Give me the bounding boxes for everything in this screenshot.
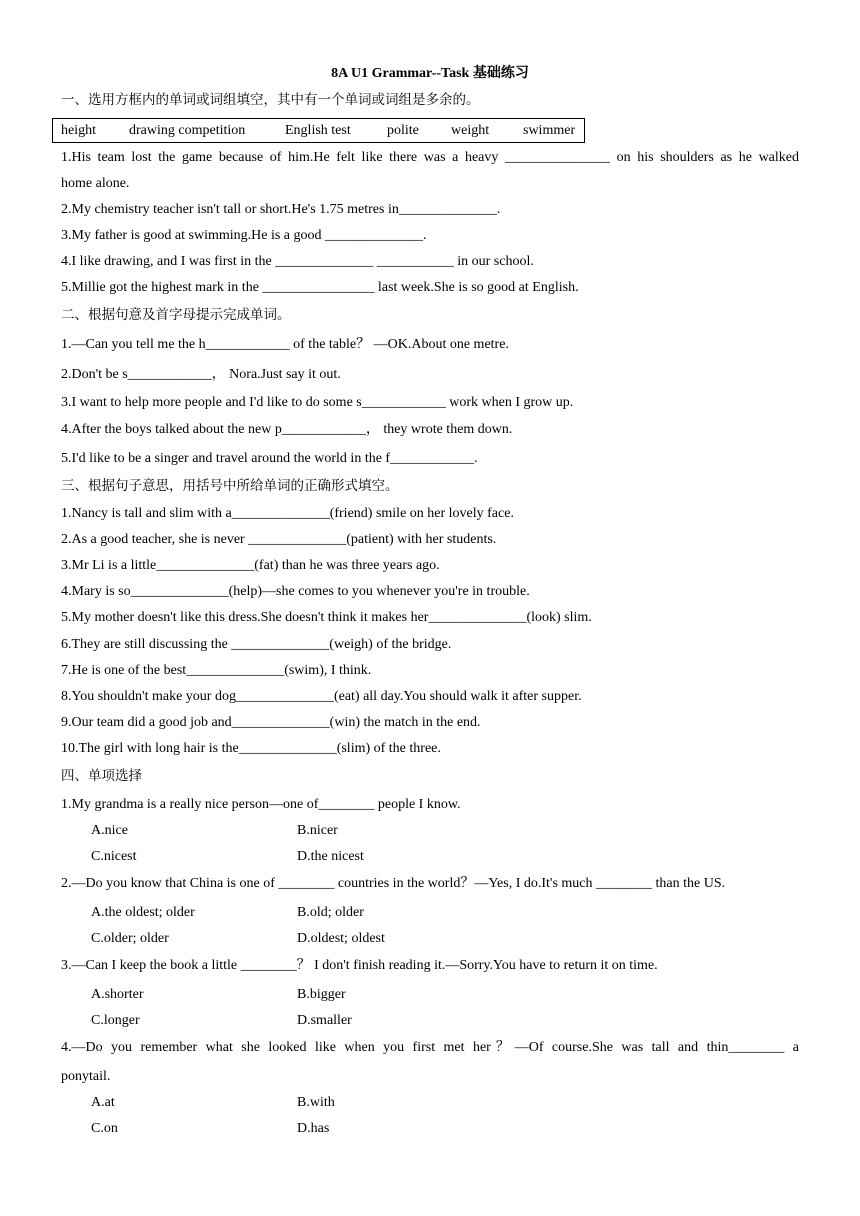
word-box-item: height <box>61 123 96 138</box>
s4-q4-option-a: A.at <box>91 1095 115 1110</box>
s4-q2-option-c: C.older; older <box>91 931 169 946</box>
s2-question-3: 3.I want to help more people and I'd like to do some s____________ work when I grow up. <box>61 395 574 410</box>
s4-q3-option-b: B.bigger <box>297 987 346 1002</box>
s1-question-4: 4.I like drawing, and I was first in the ______________ ___________ in our school. <box>61 254 534 269</box>
word-box-item: English test <box>285 123 351 138</box>
word-box-item: drawing competition <box>129 123 246 138</box>
s4-q3-option-c: C.longer <box>91 1013 140 1028</box>
s4-q1-option-a: A.nice <box>91 823 128 838</box>
s3-question-5: 5.My mother doesn't like this dress.She doesn't think it makes her______________(look) slim. <box>61 610 592 625</box>
section4-heading: 四、单项选择 <box>61 768 142 784</box>
s4-q1-option-b: B.nicer <box>297 823 338 838</box>
s2-question-1: 1.—Can you tell me the h____________ of the table？ —OK.About one metre. <box>61 337 509 352</box>
s2-question-4: 4.After the boys talked about the new p____________， they wrote them down. <box>61 422 513 437</box>
s4-q1-option-d: D.the nicest <box>297 849 364 864</box>
s4-q4-option-c: C.on <box>91 1121 118 1136</box>
s1-question-1-cont: home alone. <box>61 176 130 191</box>
s3-question-2: 2.As a good teacher, she is never ______________(patient) with her students. <box>61 532 497 547</box>
word-box-item: weight <box>451 123 490 138</box>
s3-question-6: 6.They are still discussing the ______________(weigh) of the bridge. <box>61 637 452 652</box>
word-box <box>52 118 585 143</box>
s1-question-1: 1.His team lost the game because of him.He felt like there was a heavy _______________ on his shoulders as he walked <box>61 150 799 165</box>
section1-heading: 一、选用方框内的单词或词组填空，其中有一个单词或词组是多余的。 <box>61 92 480 108</box>
s3-question-1: 1.Nancy is tall and slim with a______________(friend) smile on her lovely face. <box>61 506 514 521</box>
section2-heading: 二、根据句意及首字母提示完成单词。 <box>61 307 291 323</box>
word-box-item: polite <box>387 123 419 138</box>
s4-question-1: 1.My grandma is a really nice person—one of________ people I know. <box>61 797 461 812</box>
section3-heading: 三、根据句子意思，用括号中所给单词的正确形式填空。 <box>61 478 399 494</box>
s3-question-9: 9.Our team did a good job and______________(win) the match in the end. <box>61 715 481 730</box>
s3-question-3: 3.Mr Li is a little______________(fat) than he was three years ago. <box>61 558 440 573</box>
s4-question-2: 2.—Do you know that China is one of ________ countries in the world？—Yes, I do.It's much ________ than the US. <box>61 876 726 891</box>
s4-q2-option-d: D.oldest; oldest <box>297 931 385 946</box>
s4-q1-option-c: C.nicest <box>91 849 137 864</box>
s3-question-10: 10.The girl with long hair is the______________(slim) of the three. <box>61 741 441 756</box>
s1-question-3: 3.My father is good at swimming.He is a good ______________. <box>61 228 427 243</box>
s4-question-4-cont: ponytail. <box>61 1069 111 1084</box>
s2-question-5: 5.I'd like to be a singer and travel around the world in the f____________. <box>61 451 478 466</box>
s1-question-2: 2.My chemistry teacher isn't tall or short.He's 1.75 metres in______________. <box>61 202 501 217</box>
s4-q2-option-a: A.the oldest; older <box>91 905 195 920</box>
s2-question-2: 2.Don't be s____________， Nora.Just say it out. <box>61 367 341 382</box>
s4-q3-option-d: D.smaller <box>297 1013 352 1028</box>
s4-q2-option-b: B.old; older <box>297 905 364 920</box>
word-box-item: swimmer <box>523 123 576 138</box>
s4-question-3: 3.—Can I keep the book a little ________？ I don't finish reading it.—Sorry.You have to return it on time. <box>61 958 658 973</box>
s3-question-7: 7.He is one of the best______________(swim), I think. <box>61 663 372 678</box>
s4-q3-option-a: A.shorter <box>91 987 144 1002</box>
s3-question-4: 4.Mary is so______________(help)—she comes to you whenever you're in trouble. <box>61 584 530 599</box>
s3-question-8: 8.You shouldn't make your dog______________(eat) all day.You should walk it after supper. <box>61 689 582 704</box>
s4-q4-option-d: D.has <box>297 1121 330 1136</box>
page-title: 8A U1 Grammar--Task 基础练习 <box>331 66 529 81</box>
s4-question-4: 4.—Do you remember what she looked like when you first met her？—Of course.She was tall and thin________ a <box>61 1040 799 1055</box>
s1-question-5: 5.Millie got the highest mark in the ________________ last week.She is so good at English. <box>61 280 579 295</box>
s4-q4-option-b: B.with <box>297 1095 335 1110</box>
